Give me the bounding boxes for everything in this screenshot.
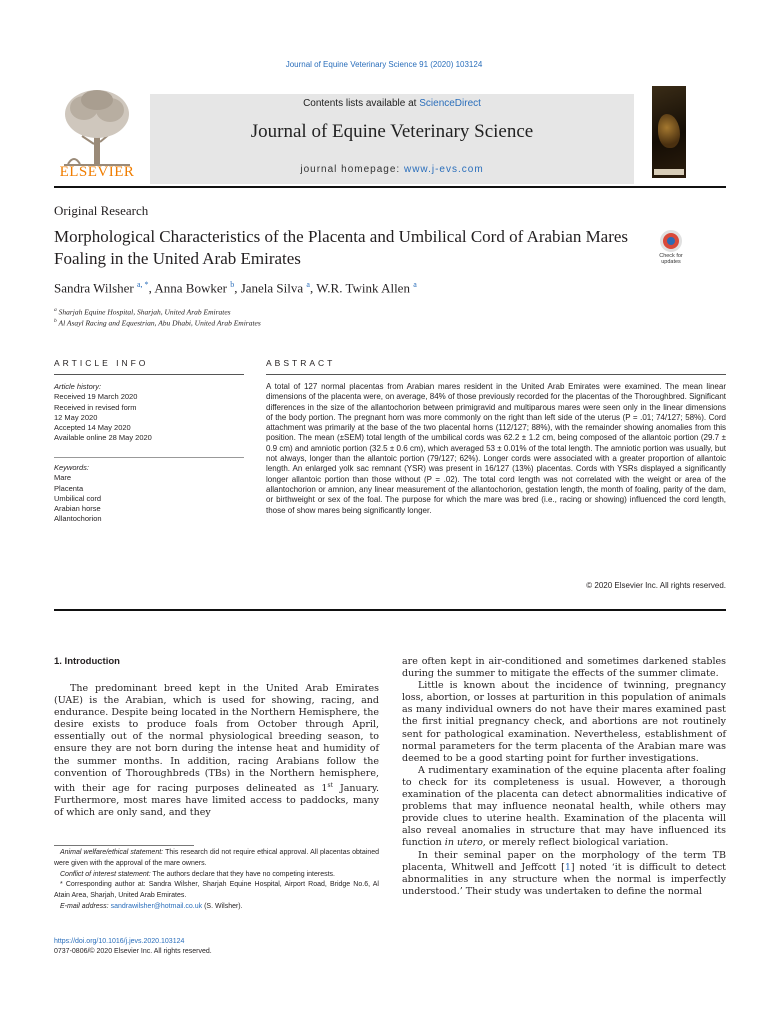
journal-reference[interactable]: Journal of Equine Veterinary Science 91 (2020) 103124: [285, 60, 483, 69]
author-name[interactable]: Sandra Wilsher: [54, 280, 134, 296]
keywords: [54, 463, 244, 525]
contents-prefix: Contents lists available at: [303, 98, 420, 109]
author-affiliation-marker[interactable]: b: [230, 280, 235, 289]
doi-link[interactable]: https://doi.org/10.1016/j.jevs.2020.103124: [54, 938, 185, 945]
footnote-welfare: Animal welfare/ethical statement: This research did not require ethical approval. All placentas obtained were given with the approval of the mare owners.: [54, 849, 380, 867]
keywords-rule: [54, 457, 244, 458]
author-separator: ,: [234, 280, 241, 296]
keyword: Placenta: [54, 483, 84, 493]
elsevier-logo: [54, 84, 140, 184]
history-item: Received 19 March 2020: [54, 392, 138, 402]
cover-horse-image: [658, 114, 680, 148]
reference-link[interactable]: 1: [564, 861, 571, 873]
article-info-rule: [54, 374, 244, 375]
footnote-email: E-mail address: sandrawilsher@hotmail.co.uk (S. Wilsher).: [60, 902, 243, 910]
abstract-copyright: © 2020 Elsevier Inc. All rights reserved.: [586, 581, 726, 590]
abstract-text: A total of 127 normal placentas from Arabian mares resident in the United Arab Emirates were examined. The mean linear dimensions of the placenta were, on average, 84% of those previously recorded for the placentas of the Thoroughbred. Significant differences in the size of the allantochorion between primigravid and multiparous mares were seen only in the linear dimensions of the body portion. The pregnant horn was more commonly on the right than left side of the uterus (P = .01; 74/127; 58%). Cord attachment was primarily at the base of the two placental horns (112/127; 88%), with the remainder showing anomalies from this position. The mean (±SEM) total length of the umbilical cords was 62.2 ± 1.2 cm, being composed of the allantoic portion (29.7 ± 0.9 cm) and amniotic portion (32.5 ± 0.6 cm), which averaged 53 ± 0.01% of the total length. The amniotic portion was usually, but not always, longer than the allantoic portion (79/127; 62%). Longer cords were associated with a greater proportion of allantoic length. An enlarged yolk sac remnant (YSR) was present in 16/127 (13%) placentas. Cords with YSRs displayed a significantly longer allantoic portion than those without (P = .02). The total cord length was not correlated with the weight or area of the allantochorion or amnion, any linear measurement of the allantochorion, gestation length, the month of foaling, parity of the dam, or birthweight or sex of the foal. The purpose for which the mare was bred (i.e., racing or showing) influenced the cord length, those of show mares being significantly longer.: [266, 382, 726, 515]
abstract-rule: [266, 374, 726, 375]
keyword: Allantochorion: [54, 514, 102, 524]
article-info-heading: ARTICLE INFO: [54, 358, 149, 368]
author-affiliation-marker[interactable]: a, *: [137, 280, 149, 289]
author-list: [54, 280, 417, 296]
abstract-heading: ABSTRACT: [266, 358, 336, 368]
doi-block: [54, 937, 212, 957]
contents-line: [150, 98, 634, 109]
journal-cover-image: [652, 86, 686, 178]
author-separator: ,: [309, 280, 317, 296]
author-affiliation-marker[interactable]: a: [306, 280, 310, 289]
check-updates-icon: [660, 230, 682, 252]
check-updates-label: Check for updates: [659, 253, 683, 265]
footnotes: [54, 848, 379, 913]
keyword: Arabian horse: [54, 504, 101, 514]
cover-stripe: [654, 169, 684, 175]
history-item: Accepted 14 May 2020: [54, 423, 131, 433]
elsevier-wordmark: ELSEVIER: [59, 164, 135, 180]
body-paragraph: The predominant breed kept in the United Arab Emirates (UAE) is the Arabian, which is used for showing, racing, and endurance. Despite being located in the Northern Hemisphere, the desire exists to produce foals from October through April, essentially out of the normal physiological breeding season, to ensure they are not born during the intense heat and humidity of the summer months. In addition, racing Arabians follow the convention of Thoroughbreds (TBs) in the Northern hemisphere, with their age for racing purposes delineated as 1st January. Furthermore, most mares have limited access to paddocks, many of which are only sand, and they: [54, 683, 380, 819]
body-paragraph: A rudimentary examination of the equine placenta after foaling to check for its completeness is usual. However, a thorough examination of the placenta can detect abnormalities indicative of problems that may influence neonatal health, while others may provide clues to uterine health. Examination of the placenta will also reveal anomalies in structure that may have influenced its function in utero, or merely reflect biological variation.: [402, 764, 726, 849]
front-matter-rule: [54, 609, 726, 611]
footnote-corresponding: * Corresponding author at: Sandra Wilsher, Sharjah Equine Hospital, Airport Road, Bridge No.6, Al Atain Area, Sharjah, United Arab Emirates.: [54, 881, 379, 900]
author-name[interactable]: Anna Bowker: [154, 280, 227, 296]
journal-title: Journal of Equine Veterinary Science: [250, 121, 534, 142]
homepage-line: [150, 164, 634, 175]
body-paragraph: Little is known about the incidence of twinning, pregnancy loss, abortion, or losses at parturition in this population of animals as many individual owners do not have their mares examined past the first initial pregnancy check, and abortions are not routinely sent for pathological examination. Nevertheless, establishment of normal parameters for the term placenta of the Arabian mare was deemed to be a good starting point for further investigations.: [402, 680, 726, 764]
section-heading-introduction: 1. Introduction: [54, 656, 120, 667]
affiliation: $^b$ Al Asayl Racing and Equestrian, Abu Dhabi, United Arab Emirates: [54, 318, 261, 328]
check-for-updates-button[interactable]: [652, 230, 688, 268]
issn-line: 0737-0806/© 2020 Elsevier Inc. All rights reserved.: [54, 948, 212, 955]
author-name[interactable]: Janela Silva: [240, 280, 304, 296]
article-type: Original Research: [54, 203, 149, 218]
body-column-left: [54, 683, 379, 819]
author-name[interactable]: W.R. Twink Allen: [316, 280, 410, 296]
keyword: Umbilical cord: [54, 493, 102, 503]
homepage-link[interactable]: www.j-evs.com: [403, 164, 484, 175]
history-item: Available online 28 May 2020: [54, 433, 152, 443]
affiliation: $^a$ Sharjah Equine Hospital, Sharjah, United Arab Emirates: [54, 307, 231, 317]
email-link[interactable]: sandrawilsher@hotmail.co.uk: [110, 902, 203, 910]
history-label: Article history:: [54, 382, 102, 391]
footnote-conflict: Conflict of interest statement: The authors declare that they have no competing interests.: [60, 870, 335, 878]
article-title: Morphological Characteristics of the Placenta and Umbilical Cord of Arabian Mares Foaling in the United Arab Emirates: [54, 227, 629, 268]
history-item: 12 May 2020: [54, 412, 98, 422]
article-history: [54, 382, 244, 444]
body-paragraph: In their seminal paper on the morphology of the term TB placenta, Whitwell and Jeffcott [1] noted ‘it is difficult to detect abnormalities in any structure when the normal is imperfectly understood.’ Their study was undertaken to define the normal: [402, 849, 727, 897]
footnote-rule: [54, 845, 194, 846]
body-column-right: [402, 656, 726, 898]
header-rule: [54, 186, 726, 188]
keywords-label: Keywords:: [54, 463, 90, 472]
author-separator: ,: [148, 280, 155, 296]
sciencedirect-link[interactable]: ScienceDirect: [419, 98, 481, 109]
body-paragraph: are often kept in air-conditioned and sometimes darkened stables during the summer to mitigate the effects of the summer climate.: [402, 656, 726, 680]
history-item: Received in revised form: [54, 402, 137, 412]
keyword: Mare: [54, 473, 72, 483]
author-affiliation-marker[interactable]: a: [413, 280, 417, 289]
journal-banner: [150, 94, 634, 184]
homepage-prefix: journal homepage:: [300, 164, 404, 175]
